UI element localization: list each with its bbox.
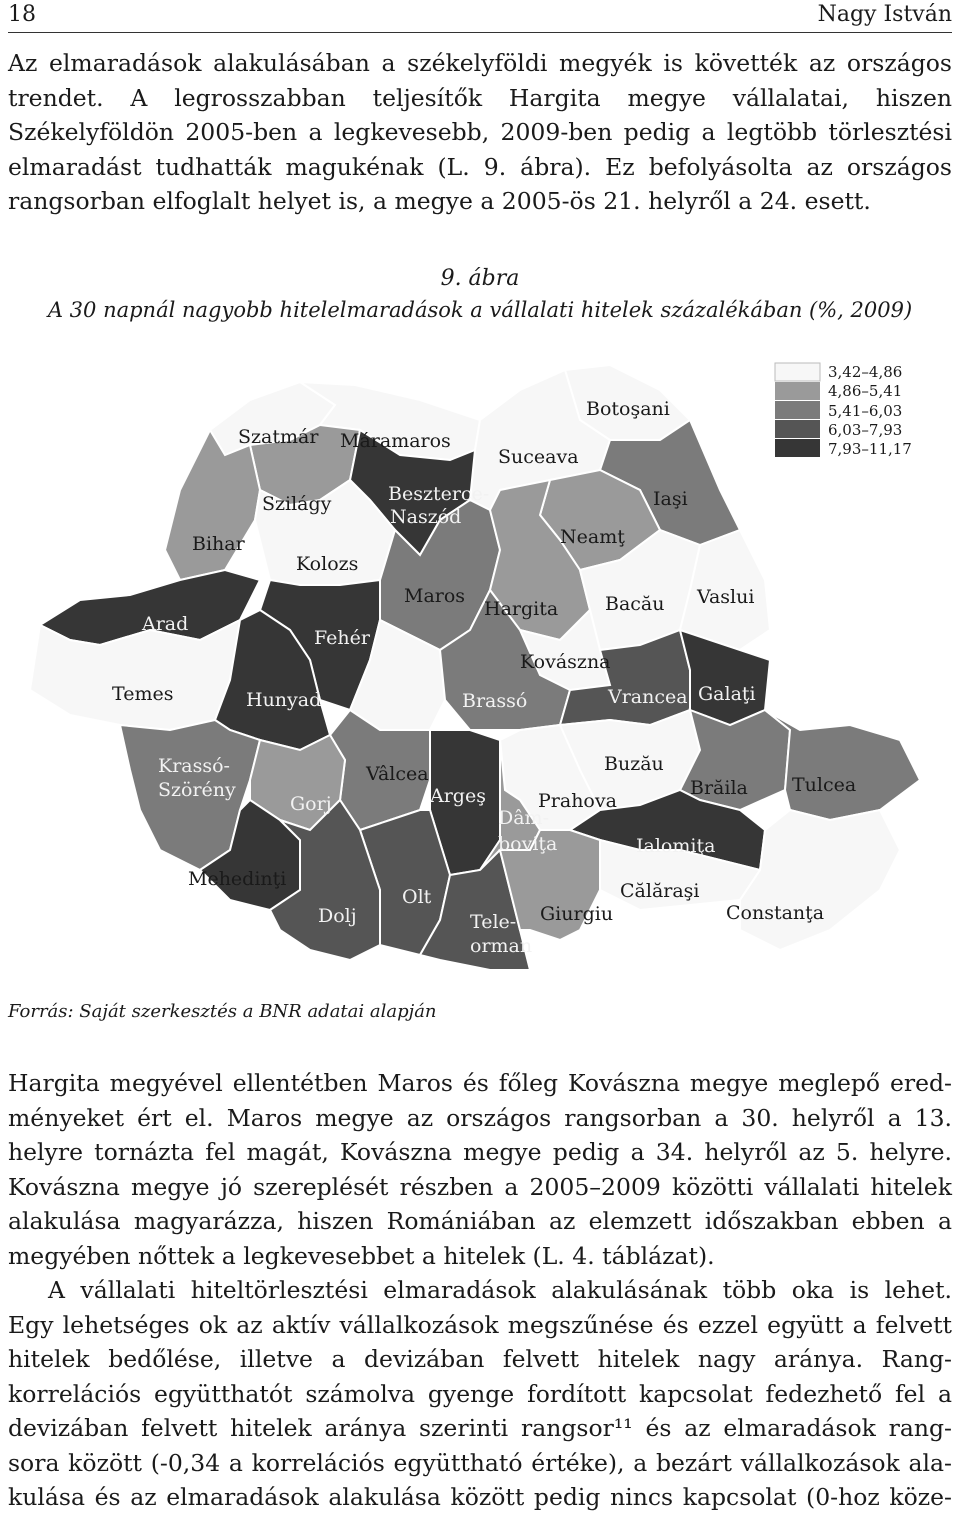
legend-label: 3,42–4,86 — [828, 363, 903, 381]
county-label-galati: Galaţi — [698, 683, 756, 705]
county-tulcea — [765, 710, 920, 820]
county-label-vaslui: Vaslui — [697, 586, 755, 608]
county-label-giurgiu: Giurgiu — [540, 903, 614, 925]
county-label-neamt: Neamţ — [560, 526, 625, 548]
county-label-bacau: Bacău — [605, 593, 665, 615]
figure-number: 9. ábra — [440, 266, 520, 291]
intro-line: rangsorban elfoglalt helyet is, a megye a 2005-ös 21. helyről a 24. esett. — [8, 187, 871, 215]
county-label-dambovita-1: Dâm- — [498, 807, 549, 829]
county-label-tulcea: Tulcea — [792, 774, 857, 796]
county-label-krasso-2: Szörény — [158, 779, 236, 801]
county-label-arad: Arad — [142, 613, 189, 635]
body-line: korrelációs együtthatót számolva gyenge fordított kapcsolat fedezhető fel a — [8, 1379, 952, 1408]
county-label-suceava: Suceava — [498, 446, 579, 468]
county-label-beszterce-1: Beszterce- — [388, 483, 490, 505]
body-paragraph — [8, 1066, 952, 1515]
county-label-olt: Olt — [402, 886, 432, 908]
body-line: A vállalati hiteltörlesztési elmaradások alakulásának több oka is lehet. — [48, 1276, 952, 1304]
county-label-kolozs: Kolozs — [296, 553, 359, 575]
county-label-botosani: Botoşani — [586, 398, 670, 420]
county-label-valcea: Vâlcea — [366, 763, 429, 785]
legend-label: 4,86–5,41 — [828, 382, 903, 400]
legend-swatch — [775, 363, 820, 381]
legend-label: 6,03–7,93 — [828, 421, 903, 439]
county-label-dolj: Dolj — [318, 905, 357, 927]
county-label-gorj: Gorj — [290, 793, 332, 815]
body-line: alakulása magyarázza, hiszen Romániában az elemzett időszakban ebben a — [8, 1207, 952, 1235]
body-line: Kovászna megye jó szereplését részben a 2005–2009 közötti vállalati hitelek — [8, 1172, 952, 1201]
county-bihar — [165, 430, 260, 580]
intro-line: Az elmaradások alakulásában a székelyföldi megyék is követték az országos — [8, 49, 952, 77]
county-label-arges: Argeş — [430, 785, 486, 807]
intro-line: trendet. A legrosszabban teljesítők Hargita megye vállalatai, hiszen — [8, 83, 952, 112]
intro-line: elmaradást tudhatták magukénak (L. 9. ábra). Ez befolyásolta az országos — [8, 152, 952, 181]
county-label-szatmar: Szatmár — [238, 426, 319, 448]
county-label-ialomita: Ialomiţa — [636, 835, 716, 857]
figure-title: A 30 napnál nagyobb hitelelmaradások a vállalati hitelek százalékában (%, 2009) — [47, 298, 913, 322]
figure-source: Forrás: Saját szerkesztés a BNR adatai alapján — [8, 1001, 437, 1022]
county-label-brasso: Brassó — [462, 690, 528, 712]
county-label-iasi: Iaşi — [653, 488, 688, 510]
county-label-prahova: Prahova — [538, 790, 617, 812]
county-label-buzau: Buzău — [604, 753, 664, 775]
county-label-krasso-1: Krassó- — [158, 755, 230, 777]
page-header — [8, 0, 952, 33]
county-label-mehedinti: Mehedinţi — [188, 868, 287, 890]
county-label-braila: Brăila — [690, 777, 748, 799]
county-label-szilagy: Szilágy — [262, 493, 332, 515]
map-legend — [775, 363, 912, 458]
county-label-maramaros: Máramaros — [340, 430, 451, 452]
county-temes — [30, 620, 240, 730]
intro-paragraph — [8, 46, 952, 219]
body-line: helyre tornázta fel magát, Kovászna megye pedig a 34. helyről az 5. helyre. — [8, 1138, 952, 1166]
intro-line: Székelyföldön 2005-ben a legkevesebb, 2009-ben pedig a legtöbb törlesztési — [8, 118, 952, 146]
body-line: devizában felvett hitelek aránya szerinti rangsor¹¹ és az elmaradások rang- — [8, 1414, 952, 1442]
romania-county-map — [0, 330, 960, 980]
county-label-bihar: Bihar — [192, 533, 245, 555]
body-line: sora között (-0,34 a korrelációs együttható értéke), a bezárt vállalkozások ala- — [8, 1448, 952, 1477]
legend-label: 5,41–6,03 — [828, 402, 903, 420]
body-line: megyében nőttek a legkevesebbet a hitelek (L. 4. táblázat). — [8, 1241, 715, 1270]
county-label-calarasi: Călăraşi — [620, 880, 700, 902]
county-label-hunyad: Hunyad — [246, 689, 322, 711]
legend-label: 7,93–11,17 — [828, 440, 912, 458]
legend-swatch — [775, 420, 820, 438]
county-label-teleorman-1: Tele- — [470, 911, 517, 933]
county-label-hargita: Hargita — [484, 598, 559, 620]
legend-swatch — [775, 439, 820, 457]
body-line: hitelek bedőlése, illetve a devizában felvett hitelek nagy aránya. Rang- — [8, 1345, 952, 1373]
legend-swatch — [775, 401, 820, 419]
county-label-dambovita-2: boviţa — [498, 833, 558, 855]
county-constanta — [740, 810, 900, 950]
county-label-constanta: Constanţa — [726, 902, 825, 924]
body-line: Egy lehetséges ok az aktív vállalkozások megszűnése és ezzel együtt a felvett — [8, 1310, 952, 1339]
county-label-maros: Maros — [404, 585, 466, 607]
legend-swatch — [775, 382, 820, 400]
body-line: ményeket ért el. Maros megye az országos rangsorban a 30. helyről a 13. — [8, 1103, 952, 1132]
county-label-feher: Fehér — [314, 627, 370, 649]
running-author: Nagy István — [817, 2, 952, 27]
page-number: 18 — [8, 2, 36, 27]
county-label-temes: Temes — [112, 683, 174, 705]
county-label-beszterce-2: Naszód — [390, 506, 462, 528]
county-label-vrancea: Vrancea — [608, 686, 688, 708]
county-label-kovaszna: Kovászna — [520, 651, 611, 673]
body-line: kulása és az elmaradások alakulása között pedig nincs kapcsolat (0-hoz köze- — [8, 1483, 952, 1511]
body-line: Hargita megyével ellentétben Maros és főleg Kovászna megye meglepő ered- — [8, 1069, 952, 1097]
county-label-teleorman-2: orman — [470, 935, 533, 957]
